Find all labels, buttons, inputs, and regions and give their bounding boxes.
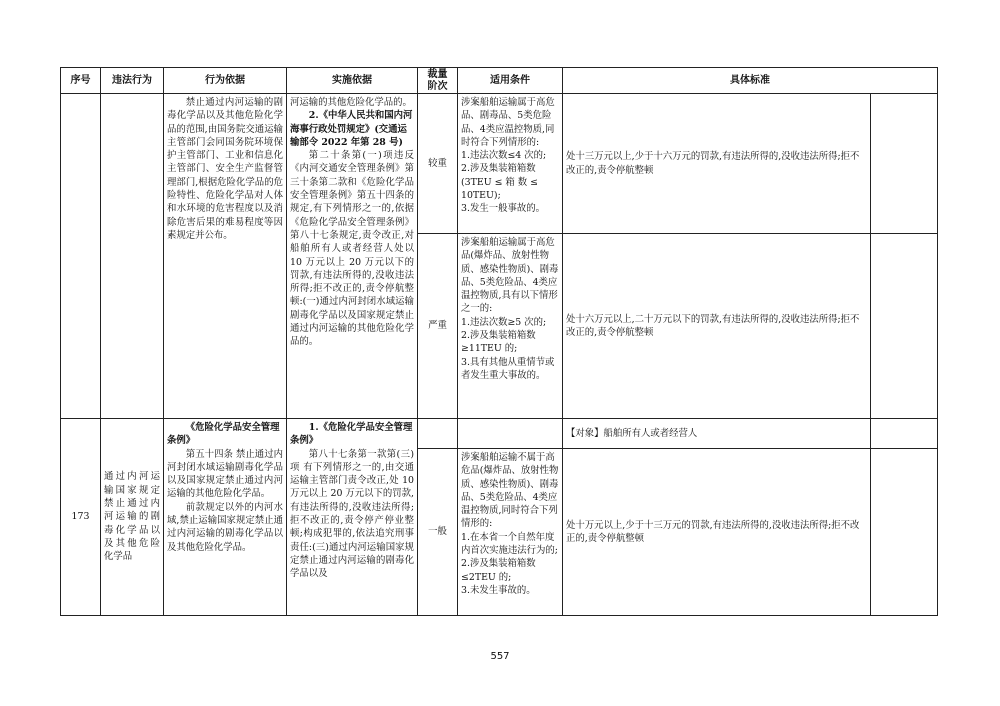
- prev-seq-cell: [61, 94, 101, 419]
- condition-line: 1.违法次数≥5 次的;: [461, 316, 547, 328]
- level-cell-empty: [418, 419, 458, 449]
- standard-cell: 处十六万元以上,二十万元以下的罚款,有违法所得的,没收违法所得;拒不改正的,责令停航整顿: [563, 234, 871, 419]
- condition-line: 涉案船舶运输属于高危品、剧毒品、5类危险品、4类应温控物质,同时符合下列情形的:: [461, 97, 555, 148]
- condition-line: 3.发生一般事故的。: [461, 203, 545, 215]
- extra-cell: [871, 234, 938, 419]
- table-row-173: [61, 419, 938, 449]
- extra-cell: [871, 419, 938, 449]
- level-cell: 一般: [418, 449, 458, 616]
- condition-cell: [458, 234, 563, 419]
- standard-cell: 处十三万元以上,少于十六万元的罚款,有违法所得的,没收违法所得;拒不改正的,责令停航整顿: [563, 94, 871, 234]
- condition-line: 1.违法次数≤4 次的;: [461, 150, 547, 162]
- basis-p1: 第五十四条 禁止通过内河封闭水域运输剧毒化学品以及国家规定禁止通过内河运输的其他危险化学品。: [167, 448, 283, 500]
- extra-cell: [871, 449, 938, 616]
- header-basis: 行为依据: [164, 68, 287, 94]
- page-number: 557: [490, 651, 510, 662]
- prev-impl-title: 2.《中华人民共和国内河海事行政处罚规定》(交通运输部令 2022 年第 28 号): [290, 110, 413, 148]
- header-violation: 违法行为: [101, 68, 164, 94]
- impl-p1: 第八十七条第一款第(三)项 有下列情形之一的,由交通运输主管部门责令改正,处 10 万元以上 20 万元以下的罚款,有违法所得的,没收违法所得;拒不改正的,责令停产停业整顿;构成犯罪的,依法追究刑事责任:(三)通过内河运输国家规定禁止通过内河运输的剧毒化学品以及: [290, 448, 414, 580]
- condition-line: 2.涉及集装箱箱数(3TEU ≤ 箱 数 ≤ 10TEU);: [461, 163, 539, 202]
- condition-line: 涉案船舶运输不属于高危品(爆炸品、放射性物质、感染性物质)、剧毒品、5类危险品、4类应温控物质,同时符合下列情形的:: [461, 452, 559, 530]
- prev-basis-text: 禁止通过内河运输的剧毒化学品以及其他危险化学品的范围,由国务院交通运输主管部门会同国务院环境保护主管部门、工业和信息化主管部门、安全生产监督管理部门,根据危险化学品的危险特性、危险化学品对人体和水环境的危害程度以及消除危害后果的难易程度等因素规定并公布。: [167, 97, 283, 241]
- basis-p2: 前款规定以外的内河水域,禁止运输国家规定禁止通过内河运输的剧毒化学品以及其他危险化学品。: [167, 501, 283, 553]
- condition-line: 3.具有其他从重情节或者发生重大事故的。: [461, 356, 555, 381]
- prev-impl-p3: 第二十条第(一)项违反《内河交通安全管理条例》第三十条第二款和《危险化学品安全管理条例》第五十四条的规定,有下列情形之一的,依据《危险化学品安全管理条例》第八十七条规定,责令改正,对船舶所有人或者经营人处以 10 万元以上 20 万元以下的罚款,有违法所得的,没收违法所得;拒不改正的,责令停航整顿:(一)通过内河封闭水域运输剧毒化学品以及国家规定禁止通过内河运输的其他危险化学品的。: [290, 150, 414, 348]
- header-condition: 适用条件: [458, 68, 563, 94]
- header-level-line2: 阶次: [427, 80, 448, 92]
- condition-line: 2.涉及集装箱箱数≥11TEU 的;: [461, 330, 536, 355]
- standard-cell: 处十万元以上,少于十三万元的罚款,有违法所得的,没收违法所得;拒不改正的,责令停航整顿: [563, 449, 871, 616]
- header-level-line1: 裁量: [427, 68, 448, 80]
- prev-violation-cell: [101, 94, 164, 419]
- condition-line: 1.在本省一个自然年度内首次实施违法行为的;: [461, 531, 558, 557]
- level-cell: 严重: [418, 234, 458, 419]
- penalty-standards-table: [60, 67, 938, 616]
- level-cell: 较重: [418, 94, 458, 234]
- header-impl: 实施依据: [287, 68, 418, 94]
- table-header-row: [61, 68, 938, 94]
- condition-cell-empty: [458, 419, 563, 449]
- condition-line: 3.未发生事故的。: [461, 584, 536, 596]
- impl-title: 1.《危险化学品安全管理条例》: [290, 422, 413, 447]
- impl-cell: [287, 419, 418, 616]
- condition-cell: [458, 94, 563, 234]
- prev-basis-cell: [164, 94, 287, 419]
- condition-line: 涉案船舶运输属于高危品(爆炸品、放射性物质、感染性物质)、剧毒品、5类危险品、4类应温控物质,具有以下情形之一的:: [461, 237, 559, 315]
- header-level: [418, 68, 458, 94]
- object-cell: 【对象】船舶所有人或者经营人: [563, 419, 871, 449]
- condition-cell: [458, 449, 563, 616]
- condition-line: 2.涉及集装箱箱数≤2TEU 的;: [461, 558, 536, 583]
- basis-title: 《危险化学品安全管理条例》: [167, 422, 280, 447]
- prev-impl-cell: [287, 94, 418, 419]
- basis-cell: [164, 419, 287, 616]
- violation-cell: 通过内河运输国家规定禁止通过内河运输的剧毒化学品以及其他危险化学品: [101, 419, 164, 616]
- header-standard: 具体标准: [563, 68, 938, 94]
- extra-cell: [871, 94, 938, 234]
- seq-cell: 173: [61, 419, 101, 616]
- table-row: [61, 94, 938, 234]
- prev-impl-p1: 河运输的其他危险化学品的。: [290, 97, 412, 108]
- header-seq: 序号: [61, 68, 101, 94]
